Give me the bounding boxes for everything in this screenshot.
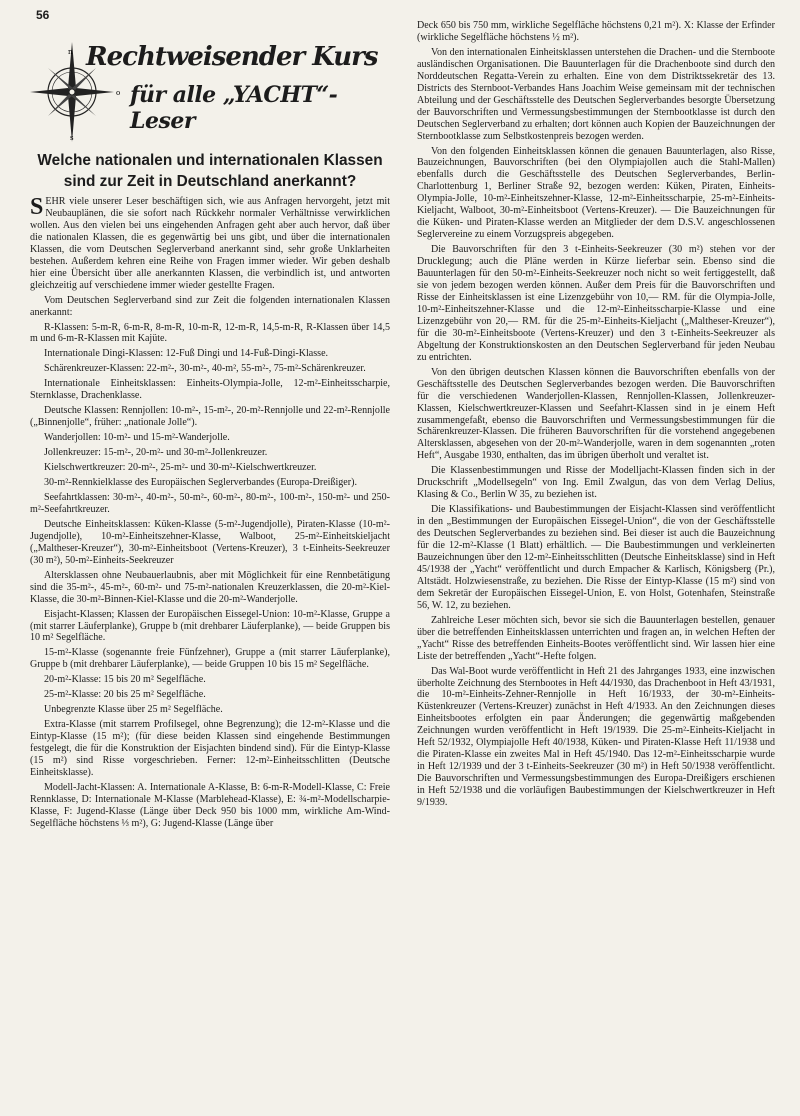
class-entry: Deutsche Einheitsklassen: Küken-Klasse (5-m²-Jugendjolle), Piraten-Klasse (10-m²-Jugendjolle), 10-m²-Einheitszehner-Klasse, Walboot, 25-m²-Einheitskieljacht („Maltheser-Kreuzer“), 30-m²-Einheitsboot (Vertens-Kreuzer), 3 t-Einheits-Seekreuzer (30 m²), 50-m²-Einheits-Seekreuzer: [30, 518, 390, 566]
class-entry: 15-m²-Klasse (sogenannte freie Fünfzehner), Gruppe a (mit starrer Läuferplanke), Gruppe b (mit drehbarer Läuferplanke), — beide Gruppen 10 bis 15 m² Segelfläche.: [30, 647, 390, 671]
class-entry: Extra-Klasse (mit starrem Profilsegel, ohne Begrenzung); die 12-m²-Klasse und die Eintyp-Klasse (15 m²); (für diese beiden Klassen sind eingehende Bestimmungen festgelegt, die für die Konstruktion der Eisjachten bindend sind). Für die Eintyp-Klasse (15 m²) sind Risse vorgeschrieben. Ferner: 12-m²-Einheitsschlitten (Deutsche Einheitsklasse).: [30, 719, 390, 778]
class-entry: Schärenkreuzer-Klassen: 22-m²-, 30-m²-, 40-m², 55-m²-, 75-m²-Schärenkreuzer.: [44, 363, 366, 375]
class-entry: Unbegrenzte Klasse über 25 m² Segelfläche.: [44, 704, 223, 716]
class-entry: Internationale Einheitsklassen: Einheits-Olympia-Jolle, 12-m²-Einheitsscharpie, Sternklasse, Drachenklasse.: [30, 378, 390, 402]
svg-text:o: o: [116, 89, 120, 97]
paragraph: Deck 650 bis 750 mm, wirkliche Segelfläche höchstens 0,21 m²). X: Klasse der Erfinder (wirkliche Segelfläche höchstens ½ m²).: [417, 20, 775, 43]
drop-cap: S: [30, 194, 44, 220]
left-column: [30, 196, 390, 833]
paragraph: Von den folgenden Einheitsklassen können die genauen Bauunterlagen, also Risse, Bauzeichnungen, Bauvorschriften (bei den Olympiajollen auch die Stahl-Mallen) ebenfalls durch die Geschäftsstelle des Deutschen Seglerverbandes, Berlin-Charlottenburg 1, Berliner Straße 92, bezogen werden: Küken, Piraten, Einheits-Olympia-Jolle, 10-m²-Einheitszehner-Klasse, 12-m²-Einheitsscharpie, 25-m²-Einheits-Kieljacht, Walboot, 30-m²-Einheitsboot (Vertens-Kreuzer). — Die Bauzeichnungen für die Küken- und Piraten-Klasse werden an Mitglieder der dem D.S.V. angeschlossenen Seglervereine zu einem Vorzugspreis abgegeben.: [417, 145, 775, 241]
paragraph: Vom Deutschen Seglerverband sind zur Zeit die folgenden internationalen Klassen anerkannt:: [30, 294, 390, 318]
right-column: [417, 20, 775, 812]
class-entry: Deutsche Klassen: Rennjollen: 10-m²-, 15-m²-, 20-m²-Rennjolle und 22-m²-Rennjolle („Binnenjolle“, früher: „nationale Jolle“).: [30, 405, 390, 429]
paragraph: Die Bauvorschriften für den 3 t-Einheits-Seekreuzer (30 m²) stehen vor der Drucklegung; auch die Pläne werden in Kürze lieferbar sein. Ebenso sind die Bauunterlagen für den 50-m²-Einheits-Seekreuzer noch nicht so weit fertiggestellt, daß sie von jedem bezogen werden können. Außer dem Preis für die Bauvorschriften und Risse der Einheitsklassen ist eine Lizenzgebühr von 10,— RM. für die Olympia-Jolle, 10-m²-Einheitszehner-Klasse und die 12-m²-Einheitsscharpie-Klasse und eine Lizenzgebühr von 20,— RM. für die 25-m²-Einheits-Kieljacht („Maltheser-Kreuzer“), für die 30-m²-Einheitsboote (Vertens-Kreuzer) und den 3 t-Einheits-Seekreuzer als Abgeltung der Konstruktionskosten an den Deutschen Seglerverband für jeden Neubau zu entrichten.: [417, 244, 775, 363]
paragraph: Von den übrigen deutschen Klassen können die Bauvorschriften ebenfalls von der Geschäftsstelle des Deutschen Seglerverbandes bezogen werden. Die Bauvorschriften für die verschiedenen Wanderjollen-Klassen, Rennjollen-Klassen, Jollenkreuzer-Klassen, Kielschwertkreuzer-Klassen und Seefahrt-Klassen sind in je einem Heft zusammengefaßt, ebenso die Bauvorschriften und Vermessungsbestimmungen für die Schärenkreuzer-Klassen. Die früheren Bauvorschriften für die vorstehend angegebenen Altersklassen, abgesehen von der 20-m²-Wanderjolle, waren in dem sogenannten „roten Heft“, Ausgabe 1930, enthalten, das im übrigen überholt und veraltet ist.: [417, 366, 775, 462]
paragraph: Die Klassenbestimmungen und Risse der Modelljacht-Klassen finden sich in der Druckschrift „Modellsegeln“ von Ing. Emil Zwalgun, das von dem Verlag Delius, Klasing & Co., Berlin W 35, zu beziehen ist.: [417, 465, 775, 501]
intro-paragraph: [30, 196, 390, 292]
column-title-line1: Rechtweisender Kurs: [86, 42, 378, 72]
column-title-line2: für alle „YACHT“-Leser: [130, 82, 338, 134]
svg-text:s: s: [70, 134, 74, 142]
class-entry: R-Klassen: 5-m-R, 6-m-R, 8-m-R, 10-m-R, 12-m-R, 14,5-m-R, R-Klassen über 14,5 m und 6-m-R-Klassen mit Kajüte.: [30, 321, 390, 345]
class-entry: Kielschwertkreuzer: 20-m²-, 25-m²- und 30-m²-Kielschwertkreuzer.: [44, 462, 317, 474]
class-entry: Modell-Jacht-Klassen: A. Internationale A-Klasse, B: 6-m-R-Modell-Klasse, C: Freie Rennklasse, D: Internationale M-Klasse (Marblehead-Klasse), E: ¾-m²-Modellscharpie-Klasse, F: Jugend-Klasse (Länge über Deck 950 bis 1000 mm, wirkliche Am-Wind-Segelfläche höchstens ⅓ m²), G: Jugend-Klasse (Länge über: [30, 781, 390, 829]
class-entry: Wanderjollen: 10-m²- und 15-m²-Wanderjolle.: [44, 432, 230, 444]
class-entry: 25-m²-Klasse: 20 bis 25 m² Segelfläche.: [44, 689, 206, 701]
intro-text: EHR viele unserer Leser beschäftigen sich, wie aus Anfragen hervorgeht, jetzt mit Neubauplänen, die sie sofort nach Rückkehr normaler Verhältnisse verwirklichen wollen. Aus den vielen bei uns eingehenden Anfragen geht aber auch hervor, daß über die nationalen Klassen, die es gegenwärtig bei uns gibt, und über die internationalen Klassen, die vom Deutschen Seglerverband anerkannt sind, sehr große Unklarheiten bestehen. Außerdem kehren eine Reihe von Fragen immer wieder. Wir geben deshalb hier eine Übersicht über alle anerkannten Klassen, die verbindlich ist, und antworten gleichzeitig auf verschiedene immer wieder gestellte Fragen.: [30, 196, 390, 291]
class-entry: Altersklassen ohne Neubauerlaubnis, aber mit Möglichkeit für eine Rennbetätigung sind die 35-m²-, 45-m²-, 60-m²- und 75-m²-nationalen Kreuzerklassen, die 20-m²-Kiel-Klasse, die 30-m²-Binnen-Kiel-Klasse und die 20-m²-Wanderjolle.: [30, 569, 390, 605]
svg-text:n: n: [68, 48, 73, 56]
class-entry: Internationale Dingi-Klassen: 12-Fuß Dingi und 14-Fuß-Dingi-Klasse.: [44, 348, 329, 360]
paragraph: Die Klassifikations- und Baubestimmungen der Eisjacht-Klassen sind veröffentlicht in den „Bestimmungen der Europäischen Eissegel-Union“, die von der Geschäftsstelle des Deutschen Seglerverbandes zu beziehen sind. Bei dieser ist auch die Bauzeichnung für die 12-m²-Klasse (1 Blatt) erhältlich. — Die Baubestimmungen und verkleinerten Bauzeichnungen über den 12-m²-Einheitsschlitten (Deutsche Einheitsklasse) sind in Heft 45/1938 der „Yacht“ veröffentlicht und durch Empacher & Karlisch, Königsberg (Pr.), Altstädt. Holzwiesenstraße, zu beziehen. Die Risse der Eintyp-Klasse (15 m²) sind von dem Sekretär der Europäischen Eissegel-Union, E. von Holst, Gotenhafen, Steinstraße 56, W. 12, zu beziehen.: [417, 504, 775, 611]
class-entry: Jollenkreuzer: 15-m²-, 20-m²- und 30-m²-Jollenkreuzer.: [44, 447, 268, 459]
paragraph: Zahlreiche Leser möchten sich, bevor sie sich die Bauunterlagen bestellen, genauer über die betreffenden Einheitsklassen unterrichten und fragen an, in welchen Heften der „Yacht“ Risse des betreffenden Einheits-Bootes veröffentlicht sind. Wir lassen hier eine Liste der betreffenden „Yacht“-Hefte folgen.: [417, 614, 775, 662]
paragraph: Von den internationalen Einheitsklassen unterstehen die Drachen- und die Sternboote ausländischen Organisationen. Die Bauunterlagen für die Drachenboote sind durch den Norddeutschen Regatta-Verein zu erhalten. Eine von dem Distriktssekretär des 13. Districts des Sternboot-Verbandes Hans Joachim Weise gemeinsam mit der technischen Abteilung und der Geschäftsstelle des Deutschen Seglerverbandes besorgte Übersetzung der Bauvorschriften und Vermessungsbestimmungen der Sternbootklasse ist durch den Deutschen Seglerverband zu erhalten; dort können auch Kopien der Bauzeichnungen der Sternbootklasse zum Selbstkostenpreis bezogen werden.: [417, 46, 775, 142]
class-entry: 20-m²-Klasse: 15 bis 20 m² Segelfläche.: [44, 674, 206, 686]
paragraph: Das Wal-Boot wurde veröffentlicht in Heft 21 des Jahrganges 1933, eine inzwischen überholte Zeichnung des Sternbootes in Heft 44/1930, das Drachenboot in Heft 43/1931, die 10-m²-Einheits-Zehner-Rennjolle in Heft 16/1933, der 30-m²-Einheits-Küstenkreuzer (Vertens-Kreuzer) zunächst in Heft 4/1933. An den Zeichnungen dieses Einheitsbootes erfolgten ein paar Änderungen; die gegenwärtig maßgebenden Zeichnungen wurden veröffentlicht in Heft 19/1939. Die 25-m²-Einheits-Kieljacht in Heft 52/1932, Olympiajolle Heft 40/1938, Küken- und Piraten-Klasse Heft 11/1938 und die Piraten-Klasse ein zweites Mal in Heft 45/1940. Das 12-m²-Einheitsscharpie wurde in Heft 12/1939 und der 3 t-Einheits-Seekreuzer (30 m²) in Heft 50/1938 veröffentlicht. Die Bauvorschriften und Vermessungsbestimmungen des Europa-Dreißigers erschienen in Heft 52/1938 und die vorläufigen Baubestimmungen der Kielschwertkreuzer in Heft 9/1939.: [417, 665, 775, 809]
column-header: [30, 34, 385, 144]
page-number: 56: [36, 8, 50, 22]
article-headline: Welche nationalen und internationalen Klassen sind zur Zeit in Deutschland anerkannt?: [37, 152, 383, 190]
class-entry: 30-m²-Rennkielklasse des Europäischen Seglerverbandes (Europa-Dreißiger).: [44, 477, 357, 489]
class-entry: Eisjacht-Klassen; Klassen der Europäischen Eissegel-Union: 10-m²-Klasse, Gruppe a (mit starrer Läuferplanke), Gruppe b (mit drehbarer Läuferplanke), — beide Gruppen bis 10 m² Segelfläche.: [30, 608, 390, 644]
class-entry: Seefahrtklassen: 30-m²-, 40-m²-, 50-m²-, 60-m²-, 80-m²-, 100-m²-, 150-m²- und 250-m²-Seefahrtkreuzer.: [30, 491, 390, 515]
